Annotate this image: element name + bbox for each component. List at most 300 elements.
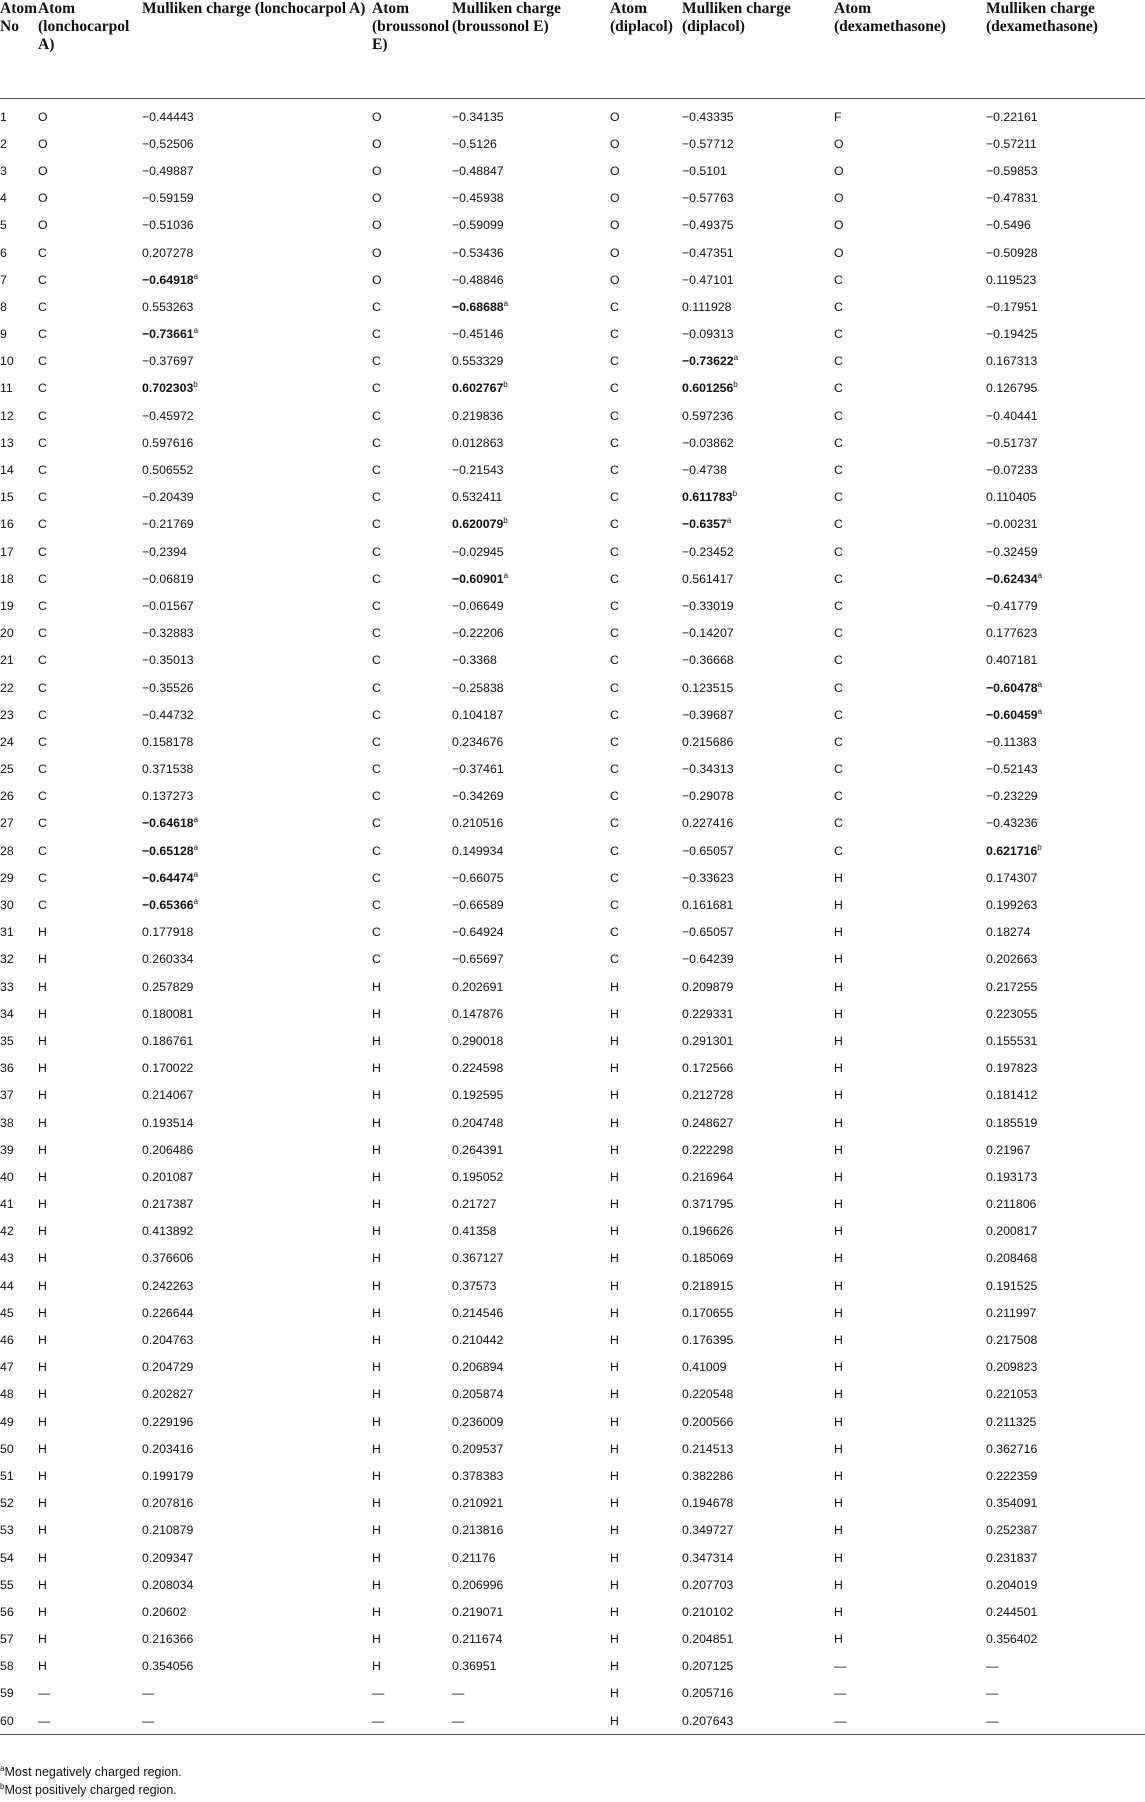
cell-charge-lonchocarpol: −0.52506	[142, 136, 194, 151]
table-row	[0, 1571, 1145, 1598]
cell-charge-lonchocarpol: 0.214067	[142, 1088, 194, 1103]
table-row	[0, 1462, 1145, 1489]
cell-atom-broussonol: C	[372, 544, 381, 559]
cell-charge-lonchocarpol: 0.208034	[142, 1577, 194, 1592]
cell-atom-no: 53	[0, 1523, 14, 1538]
cell-charge-dexamethasone: 0.193173	[986, 1169, 1038, 1184]
cell-charge-diplacol: 0.172566	[682, 1061, 734, 1076]
cell-charge-diplacol: 0.200566	[682, 1414, 734, 1429]
table-row	[0, 1680, 1145, 1707]
cell-charge-diplacol: 0.207703	[682, 1577, 734, 1592]
table-row	[0, 756, 1145, 783]
cell-charge-diplacol: 0.176395	[682, 1333, 734, 1348]
cell-atom-lonchocarpol: C	[38, 245, 47, 260]
cell-value: −0.65128	[142, 843, 194, 858]
cell-atom-no: 13	[0, 435, 14, 450]
cell-atom-no: 57	[0, 1632, 14, 1647]
cell-atom-dexamethasone: C	[834, 762, 843, 777]
cell-charge-broussonol	[452, 511, 610, 538]
cell-atom-no: 19	[0, 598, 14, 613]
cell-charge-broussonol: 0.219836	[452, 408, 504, 423]
cell-atom-dexamethasone: H	[834, 979, 843, 994]
footnote-marker: b	[1037, 842, 1042, 852]
cell-charge-diplacol: 0.220548	[682, 1387, 734, 1402]
cell-atom-broussonol: C	[372, 762, 381, 777]
cell-charge-dexamethasone: 0.252387	[986, 1523, 1038, 1538]
cell-value: 0.601256	[682, 381, 734, 396]
footnote-marker: a	[1037, 570, 1043, 580]
table-row	[0, 1055, 1145, 1082]
cell-charge-lonchocarpol: 0.354056	[142, 1659, 194, 1674]
cell-charge-broussonol: 0.264391	[452, 1142, 504, 1157]
cell-charge-broussonol: −0.21543	[452, 463, 504, 478]
cell-atom-no: 20	[0, 626, 14, 641]
cell-charge-lonchocarpol: 0.506552	[142, 463, 194, 478]
cell-atom-diplacol: C	[610, 490, 619, 505]
cell-atom-diplacol: C	[610, 463, 619, 478]
cell-atom-broussonol: C	[372, 789, 381, 804]
cell-atom-dexamethasone: H	[834, 1414, 843, 1429]
cell-charge-broussonol: 0.202691	[452, 979, 504, 994]
cell-charge-lonchocarpol: −0.32883	[142, 626, 194, 641]
cell-charge-broussonol: −0.22206	[452, 626, 504, 641]
cell-charge-dexamethasone: —	[986, 1686, 999, 1701]
cell-atom-lonchocarpol: H	[38, 1550, 47, 1565]
cell-charge-dexamethasone: 0.222359	[986, 1468, 1038, 1483]
cell-atom-diplacol: H	[610, 1278, 619, 1293]
cell-atom-broussonol: O	[372, 272, 382, 287]
cell-atom-broussonol: O	[372, 109, 382, 124]
cell-atom-dexamethasone: —	[834, 1707, 986, 1735]
cell-atom-lonchocarpol: H	[38, 1088, 47, 1103]
cell-atom-dexamethasone: H	[834, 1197, 843, 1212]
cell-atom-diplacol: C	[610, 952, 619, 967]
cell-atom-diplacol: H	[610, 1061, 619, 1076]
cell-atom-broussonol: H	[372, 1061, 381, 1076]
cell-charge-diplacol: −0.5101	[682, 163, 727, 178]
cell-charge-broussonol: 0.210516	[452, 816, 504, 831]
cell-charge-lonchocarpol: 0.186761	[142, 1033, 194, 1048]
table-row	[0, 321, 1145, 348]
cell-atom-dexamethasone: C	[834, 299, 843, 314]
cell-charge-lonchocarpol: 0.206486	[142, 1142, 194, 1157]
cell-atom-lonchocarpol: C	[38, 571, 47, 586]
cell-atom-broussonol: C	[372, 354, 381, 369]
cell-atom-diplacol: H	[610, 1577, 619, 1592]
cell-atom-lonchocarpol: H	[38, 1251, 47, 1266]
cell-charge-diplacol: −0.49375	[682, 218, 734, 233]
cell-charge-dexamethasone: 0.223055	[986, 1006, 1038, 1021]
cell-charge-diplacol: −0.14207	[682, 626, 734, 641]
cell-atom-broussonol: H	[372, 1197, 381, 1212]
cell-charge-lonchocarpol	[142, 266, 372, 293]
cell-atom-broussonol: C	[372, 490, 381, 505]
cell-atom-no: 59	[0, 1686, 14, 1701]
cell-atom-dexamethasone: H	[834, 1550, 843, 1565]
table-row	[0, 592, 1145, 619]
cell-atom-broussonol: H	[372, 1115, 381, 1130]
cell-atom-diplacol: H	[610, 1088, 619, 1103]
cell-atom-dexamethasone: H	[834, 1278, 843, 1293]
cell-atom-diplacol: C	[610, 408, 619, 423]
cell-charge-broussonol: 0.234676	[452, 734, 504, 749]
cell-atom-lonchocarpol: C	[38, 327, 47, 342]
cell-charge-diplacol: 0.185069	[682, 1251, 734, 1266]
cell-charge-lonchocarpol	[142, 321, 372, 348]
cell-charge-broussonol: −0.59099	[452, 218, 504, 233]
cell-charge-diplacol: −0.47101	[682, 272, 734, 287]
cell-atom-diplacol: H	[610, 1686, 619, 1701]
cell-atom-broussonol: C	[372, 707, 381, 722]
cell-atom-lonchocarpol: C	[38, 707, 47, 722]
cell-charge-diplacol: −0.34313	[682, 762, 734, 777]
cell-atom-dexamethasone: C	[834, 517, 843, 532]
table-row	[0, 864, 1145, 891]
footnote-marker: a	[193, 896, 199, 906]
cell-atom-broussonol: H	[372, 1550, 381, 1565]
table-row	[0, 1191, 1145, 1218]
cell-charge-dexamethasone	[986, 565, 1145, 592]
cell-charge-diplacol: 0.227416	[682, 816, 734, 831]
cell-atom-dexamethasone: C	[834, 626, 843, 641]
cell-atom-diplacol: C	[610, 299, 619, 314]
header-atom-broussonol: Atom (broussonol E)	[372, 0, 452, 99]
cell-atom-broussonol: C	[372, 517, 381, 532]
cell-atom-diplacol: O	[610, 163, 620, 178]
cell-atom-diplacol: H	[610, 1251, 619, 1266]
cell-atom-lonchocarpol: C	[38, 762, 47, 777]
cell-atom-no: 24	[0, 734, 14, 749]
table-row	[0, 1272, 1145, 1299]
cell-charge-broussonol: −0.66589	[452, 898, 504, 913]
cell-atom-diplacol: H	[610, 1550, 619, 1565]
cell-charge-broussonol	[452, 565, 610, 592]
cell-atom-no: 41	[0, 1197, 14, 1212]
cell-atom-no: 45	[0, 1305, 14, 1320]
cell-atom-dexamethasone: H	[834, 1061, 843, 1076]
cell-charge-dexamethasone: −0.32459	[986, 544, 1038, 559]
cell-atom-diplacol: H	[610, 1414, 619, 1429]
cell-value: −0.64618	[142, 816, 194, 831]
cell-charge-lonchocarpol	[142, 810, 372, 837]
cell-atom-broussonol: H	[372, 1224, 381, 1239]
footnote-marker: a	[1037, 679, 1043, 689]
cell-atom-no: 38	[0, 1115, 14, 1130]
header-atom-diplacol: Atom (diplacol)	[610, 0, 682, 99]
cell-atom-no: 30	[0, 898, 14, 913]
cell-atom-lonchocarpol: C	[38, 653, 47, 668]
cell-charge-lonchocarpol: −0.35526	[142, 680, 194, 695]
cell-charge-broussonol: 0.367127	[452, 1251, 504, 1266]
cell-atom-dexamethasone: O	[834, 191, 844, 206]
cell-atom-dexamethasone: O	[834, 245, 844, 260]
cell-atom-dexamethasone: C	[834, 463, 843, 478]
cell-charge-diplacol	[682, 484, 834, 511]
cell-atom-dexamethasone: H	[834, 1033, 843, 1048]
cell-charge-dexamethasone: 0.217508	[986, 1333, 1038, 1348]
cell-atom-diplacol: C	[610, 354, 619, 369]
cell-atom-lonchocarpol: H	[38, 1468, 47, 1483]
cell-charge-diplacol: −0.4738	[682, 463, 727, 478]
cell-atom-dexamethasone: C	[834, 707, 843, 722]
cell-charge-diplacol: −0.33623	[682, 870, 734, 885]
cell-atom-diplacol: C	[610, 843, 619, 858]
cell-atom-no: 54	[0, 1550, 14, 1565]
cell-atom-no: 56	[0, 1604, 14, 1619]
cell-charge-dexamethasone: 0.21967	[986, 1142, 1031, 1157]
cell-charge-broussonol: −0.45146	[452, 327, 504, 342]
cell-charge-diplacol: 0.347314	[682, 1550, 734, 1565]
cell-charge-diplacol: −0.57712	[682, 136, 734, 151]
cell-charge-diplacol: −0.39687	[682, 707, 734, 722]
cell-charge-lonchocarpol: −0.35013	[142, 653, 194, 668]
footnote-marker: a	[503, 298, 509, 308]
cell-atom-broussonol: C	[372, 680, 381, 695]
cell-atom-diplacol: H	[610, 1142, 619, 1157]
cell-charge-lonchocarpol: −0.2394	[142, 544, 187, 559]
cell-charge-dexamethasone: 0.362716	[986, 1441, 1038, 1456]
cell-atom-no: 48	[0, 1387, 14, 1402]
cell-atom-broussonol: H	[372, 1033, 381, 1048]
cell-atom-lonchocarpol: H	[38, 1659, 47, 1674]
cell-atom-no: 47	[0, 1360, 14, 1375]
cell-atom-dexamethasone: H	[834, 1224, 843, 1239]
cell-charge-lonchocarpol	[142, 375, 372, 402]
cell-atom-diplacol: H	[610, 1224, 619, 1239]
cell-atom-diplacol: C	[610, 381, 619, 396]
table-row	[0, 837, 1145, 864]
cell-atom-dexamethasone: C	[834, 571, 843, 586]
cell-charge-broussonol: −0.02945	[452, 544, 504, 559]
cell-atom-lonchocarpol: O	[38, 218, 48, 233]
cell-charge-lonchocarpol: −0.44732	[142, 707, 194, 722]
cell-atom-no: 46	[0, 1333, 14, 1348]
cell-atom-lonchocarpol: H	[38, 1387, 47, 1402]
cell-charge-lonchocarpol: 0.193514	[142, 1115, 194, 1130]
cell-atom-dexamethasone: H	[834, 1468, 843, 1483]
cell-charge-broussonol: 0.219071	[452, 1604, 504, 1619]
cell-atom-lonchocarpol: H	[38, 1577, 47, 1592]
cell-charge-diplacol: −0.33019	[682, 598, 734, 613]
cell-charge-dexamethasone: —	[986, 1707, 1145, 1735]
cell-atom-broussonol: H	[372, 1659, 381, 1674]
cell-charge-lonchocarpol: 0.177918	[142, 925, 194, 940]
cell-atom-broussonol: H	[372, 1387, 381, 1402]
table-row	[0, 728, 1145, 755]
cell-atom-dexamethasone: C	[834, 843, 843, 858]
table-row	[0, 1000, 1145, 1027]
cell-charge-dexamethasone: 0.200817	[986, 1224, 1038, 1239]
cell-charge-lonchocarpol: 0.207278	[142, 245, 194, 260]
cell-atom-broussonol: H	[372, 1305, 381, 1320]
cell-atom-dexamethasone: C	[834, 272, 843, 287]
cell-charge-dexamethasone: 0.177623	[986, 626, 1038, 641]
cell-atom-lonchocarpol: C	[38, 734, 47, 749]
cell-atom-broussonol: H	[372, 1169, 381, 1184]
cell-charge-diplacol: 0.214513	[682, 1441, 734, 1456]
cell-atom-no: 50	[0, 1441, 14, 1456]
footnote-marker: a	[726, 516, 732, 526]
cell-atom-lonchocarpol: O	[38, 163, 48, 178]
footnote-marker: b	[732, 489, 738, 499]
cell-atom-diplacol: H	[610, 1305, 619, 1320]
cell-charge-lonchocarpol: 0.257829	[142, 979, 194, 994]
cell-atom-lonchocarpol: H	[38, 1523, 47, 1538]
cell-atom-no: 29	[0, 870, 14, 885]
cell-atom-lonchocarpol: C	[38, 598, 47, 613]
cell-atom-no: 49	[0, 1414, 14, 1429]
cell-charge-lonchocarpol: 0.413892	[142, 1224, 194, 1239]
cell-charge-diplacol: 0.207125	[682, 1659, 734, 1674]
table-row	[0, 891, 1145, 918]
cell-charge-broussonol: 0.195052	[452, 1169, 504, 1184]
cell-atom-broussonol: —	[372, 1686, 385, 1701]
cell-atom-diplacol: C	[610, 653, 619, 668]
cell-atom-dexamethasone: H	[834, 1523, 843, 1538]
cell-atom-diplacol: H	[610, 1523, 619, 1538]
cell-atom-no: 12	[0, 408, 14, 423]
cell-atom-dexamethasone: —	[834, 1686, 847, 1701]
footnote-marker: a	[503, 570, 509, 580]
cell-atom-broussonol: C	[372, 925, 381, 940]
cell-atom-diplacol: H	[610, 1659, 619, 1674]
cell-charge-diplacol: 0.561417	[682, 571, 734, 586]
cell-charge-broussonol: 0.290018	[452, 1033, 504, 1048]
header-atom-dexamethasone: Atom (dexamethasone)	[834, 0, 986, 99]
cell-charge-diplacol: −0.23452	[682, 544, 734, 559]
cell-atom-diplacol: H	[610, 1197, 619, 1212]
cell-charge-dexamethasone: 0.211997	[986, 1305, 1037, 1320]
cell-charge-diplacol: −0.47351	[682, 245, 734, 260]
cell-charge-broussonol: −0.64924	[452, 925, 504, 940]
cell-charge-diplacol: −0.36668	[682, 653, 734, 668]
cell-atom-no: 7	[0, 272, 7, 287]
cell-charge-broussonol: 0.236009	[452, 1414, 504, 1429]
cell-charge-broussonol: −0.34269	[452, 789, 504, 804]
cell-charge-broussonol: −0.06649	[452, 598, 504, 613]
cell-charge-diplacol: 0.218915	[682, 1278, 734, 1293]
table-header	[0, 0, 1145, 99]
cell-charge-diplacol: −0.43335	[682, 109, 734, 124]
footnote-marker: a	[1037, 706, 1043, 716]
cell-atom-dexamethasone: H	[834, 1387, 843, 1402]
cell-charge-diplacol: 0.196626	[682, 1224, 734, 1239]
table-row	[0, 1544, 1145, 1571]
cell-atom-no: 52	[0, 1496, 14, 1511]
cell-charge-lonchocarpol: —	[142, 1707, 372, 1735]
cell-atom-broussonol: C	[372, 408, 381, 423]
cell-charge-dexamethasone: 0.155531	[986, 1033, 1038, 1048]
cell-atom-no: 27	[0, 816, 14, 831]
cell-charge-broussonol: −0.25838	[452, 680, 504, 695]
cell-charge-broussonol: −0.37461	[452, 762, 504, 777]
cell-charge-broussonol: 0.104187	[452, 707, 504, 722]
cell-atom-lonchocarpol: C	[38, 463, 47, 478]
cell-charge-broussonol: 0.206996	[452, 1577, 504, 1592]
cell-charge-dexamethasone: 0.209823	[986, 1360, 1038, 1375]
cell-value: −0.65366	[142, 898, 194, 913]
cell-atom-diplacol: H	[610, 1441, 619, 1456]
cell-atom-dexamethasone: C	[834, 653, 843, 668]
cell-atom-lonchocarpol: C	[38, 626, 47, 641]
cell-charge-diplacol: 0.349727	[682, 1523, 734, 1538]
cell-atom-diplacol: H	[610, 1604, 619, 1619]
cell-atom-broussonol: C	[372, 463, 381, 478]
table-row	[0, 919, 1145, 946]
cell-charge-lonchocarpol: 0.199179	[142, 1468, 194, 1483]
cell-atom-dexamethasone: H	[834, 1305, 843, 1320]
cell-charge-broussonol: 0.21176	[452, 1550, 496, 1565]
cell-charge-dexamethasone: 0.110405	[986, 490, 1037, 505]
cell-charge-dexamethasone	[986, 837, 1145, 864]
cell-charge-dexamethasone: 0.407181	[986, 653, 1038, 668]
cell-charge-diplacol: 0.209879	[682, 979, 734, 994]
cell-atom-dexamethasone: C	[834, 789, 843, 804]
cell-charge-broussonol	[452, 293, 610, 320]
cell-atom-broussonol: C	[372, 571, 381, 586]
cell-charge-diplacol: 0.229331	[682, 1006, 734, 1021]
cell-charge-dexamethasone: 0.354091	[986, 1496, 1038, 1511]
cell-charge-diplacol: 0.170655	[682, 1305, 734, 1320]
cell-charge-broussonol	[452, 375, 610, 402]
cell-charge-lonchocarpol: −0.06819	[142, 571, 194, 586]
cell-atom-diplacol: H	[610, 1169, 619, 1184]
cell-atom-lonchocarpol: O	[38, 109, 48, 124]
cell-value: 0.620079	[452, 517, 504, 532]
cell-atom-lonchocarpol: C	[38, 354, 47, 369]
cell-charge-broussonol: 0.209537	[452, 1441, 504, 1456]
cell-charge-lonchocarpol: 0.207816	[142, 1496, 194, 1511]
cell-atom-lonchocarpol: H	[38, 1033, 47, 1048]
cell-charge-broussonol: 0.206894	[452, 1360, 504, 1375]
cell-charge-dexamethasone: 0.167313	[986, 354, 1038, 369]
cell-atom-broussonol: H	[372, 1577, 381, 1592]
table-row	[0, 1109, 1145, 1136]
cell-charge-dexamethasone: −0.43236	[986, 816, 1038, 831]
cell-value: −0.60459	[986, 707, 1038, 722]
cell-charge-dexamethasone: 0.185519	[986, 1115, 1038, 1130]
cell-atom-lonchocarpol: —	[38, 1686, 51, 1701]
cell-atom-dexamethasone: C	[834, 354, 843, 369]
cell-charge-broussonol: 0.553329	[452, 354, 504, 369]
cell-charge-diplacol: −0.65057	[682, 843, 734, 858]
table-body	[0, 99, 1145, 1735]
cell-atom-broussonol: C	[372, 843, 381, 858]
cell-atom-lonchocarpol: H	[38, 1604, 47, 1619]
cell-charge-lonchocarpol: 0.158178	[142, 734, 194, 749]
cell-atom-no: 10	[0, 354, 14, 369]
cell-atom-lonchocarpol: H	[38, 925, 47, 940]
cell-charge-dexamethasone: −0.5496	[986, 218, 1031, 233]
table-row	[0, 1626, 1145, 1653]
cell-atom-diplacol: H	[610, 1006, 619, 1021]
cell-charge-lonchocarpol: 0.260334	[142, 952, 194, 967]
cell-charge-diplacol: 0.210102	[682, 1604, 734, 1619]
table-row	[0, 266, 1145, 293]
header-charge-lonchocarpol: Mulliken charge (lonchocarpol A)	[142, 0, 372, 99]
cell-atom-diplacol: C	[610, 816, 619, 831]
table-row	[0, 1435, 1145, 1462]
cell-charge-lonchocarpol: 0.229196	[142, 1414, 194, 1429]
cell-charge-lonchocarpol: 0.216366	[142, 1632, 194, 1647]
cell-charge-dexamethasone: −0.57211	[986, 136, 1037, 151]
cell-atom-dexamethasone: O	[834, 163, 844, 178]
cell-atom-no: 18	[0, 571, 14, 586]
table-row	[0, 1326, 1145, 1353]
cell-charge-dexamethasone: —	[986, 1659, 999, 1674]
cell-charge-diplacol: 0.123515	[682, 680, 734, 695]
cell-atom-lonchocarpol: C	[38, 435, 47, 450]
